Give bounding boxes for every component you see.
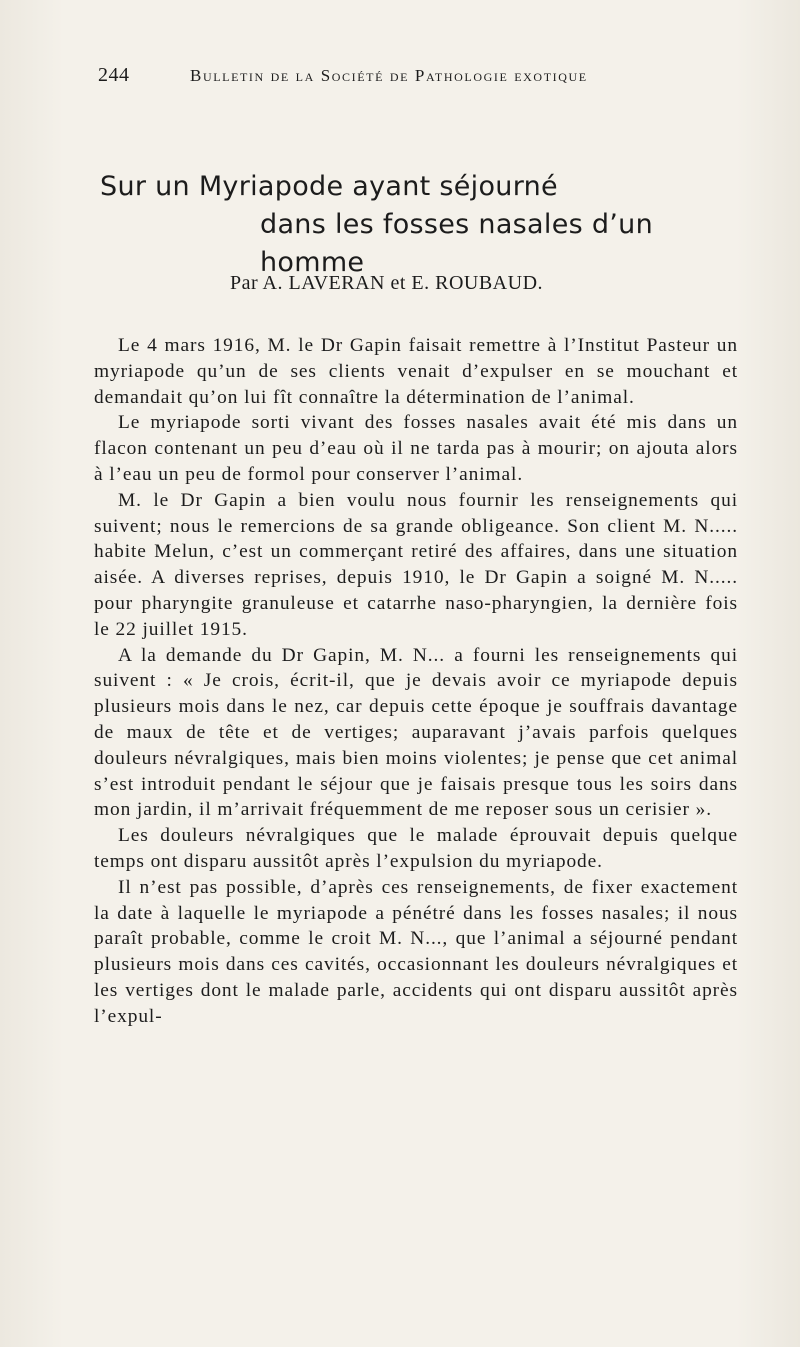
paragraph: A la demande du Dr Gapin, M. N... a fourni les renseignements qui suivent : « Je crois, écrit-il, que je devais avoir ce myriapode depuis plusieurs mois dans le nez, car depuis cette époque je souffrais davantage de maux de tête et de vertiges; auparavant j’avais parfois quelques douleurs névralgiques, mais bien moins violentes; je pense que cet animal s’est introduit pendant le séjour que je faisais presque tous les soirs dans mon jardin, il m’arrivait fréquemment de me reposer sous un cerisier ». [94, 644, 738, 821]
paragraph: Le myriapode sorti vivant des fosses nasales avait été mis dans un flacon contenant un peu d’eau où il ne tarda pas à mourir; on ajouta alors à l’eau un peu de formol pour conserver l’animal. [94, 412, 738, 485]
paragraph: Il n’est pas possible, d’après ces renseignements, de fixer exactement la date à laquelle le myriapode a pénétré dans les fosses nasales; il nous paraît probable, comme le croit M. N..., que l’animal a séjourné pendant plusieurs mois dans ces cavités, occasionnant les douleurs névralgiques et les vertiges dont le malade parle, accidents qui ont disparu aussitôt après l’expul- [94, 876, 738, 1027]
article-body [94, 333, 738, 1030]
paragraph: M. le Dr Gapin a bien voulu nous fournir les renseignements qui suivent; nous le remercions de sa grande obligeance. Son client M. N..... habite Melun, c’est un commerçant retiré des affaires, dans une situation aisée. A diverses reprises, depuis 1910, le Dr Gapin a soigné M. N..... pour pharyngite granuleuse et catarrhe naso-pharyngien, la dernière fois le 22 juillet 1915. [94, 489, 738, 640]
article-title [100, 168, 760, 282]
article-title-line-2: dans les fosses nasales d’un homme [260, 209, 654, 278]
author-byline: Par A. LAVERAN et E. ROUBAUD. [230, 272, 544, 294]
article-title-line-1: Sur un Myriapode ayant séjourné [100, 171, 558, 202]
journal-title: Bulletin de la Société de Pathologie exotique [190, 66, 588, 85]
paragraph: Les douleurs névralgiques que le malade éprouvait depuis quelque temps ont disparu aussitôt après l’expulsion du myriapode. [94, 825, 738, 872]
paragraph: Le 4 mars 1916, M. le Dr Gapin faisait remettre à l’Institut Pasteur un myriapode qu’un de ses clients venait d’expulser en se mouchant et demandait qu’on lui fît connaître la détermination de l’animal. [94, 335, 738, 408]
running-head [98, 64, 658, 94]
page-number: 244 [98, 64, 130, 86]
